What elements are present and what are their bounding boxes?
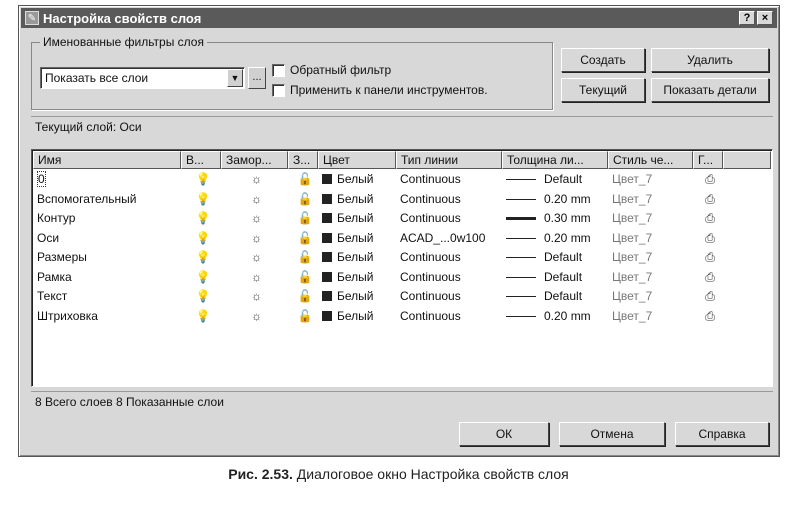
- color-swatch: [322, 291, 332, 301]
- color-swatch: [322, 194, 332, 204]
- color-swatch: [322, 311, 332, 321]
- lineweight-cell[interactable]: Default: [502, 170, 608, 189]
- printer-icon: ⎙: [705, 308, 715, 323]
- linetype-cell[interactable]: Continuous: [400, 250, 461, 264]
- header-name[interactable]: Имя: [33, 151, 181, 169]
- plotstyle-cell: Цвет_7: [612, 250, 653, 264]
- title-bar[interactable]: [21, 8, 777, 28]
- lightbulb-icon: 💡: [195, 289, 211, 303]
- on-toggle[interactable]: [181, 307, 221, 326]
- filter-browse-button[interactable]: ...: [248, 67, 266, 89]
- layers-table[interactable]: [31, 149, 773, 387]
- lightbulb-icon: 💡: [195, 230, 211, 245]
- plotstyle-cell: Цвет_7: [612, 230, 653, 245]
- current-button[interactable]: Текущий: [561, 78, 645, 102]
- layer-name[interactable]: Рамка: [37, 269, 72, 284]
- sun-icon: ☼: [251, 250, 262, 264]
- plot-toggle[interactable]: [693, 287, 723, 306]
- cancel-button[interactable]: Отмена: [559, 422, 665, 446]
- printer-icon: ⎙: [705, 211, 715, 225]
- plotstyle-cell: Цвет_7: [612, 211, 653, 225]
- color-cell[interactable]: Белый: [318, 287, 396, 306]
- color-swatch: [322, 252, 332, 262]
- on-toggle[interactable]: [181, 268, 221, 287]
- unlock-icon: 🔓: [297, 308, 313, 323]
- unlock-icon: 🔓: [297, 230, 313, 245]
- color-swatch: [322, 233, 332, 243]
- on-toggle[interactable]: [181, 209, 221, 228]
- lineweight-cell[interactable]: 0.20 mm: [502, 307, 608, 326]
- layer-name[interactable]: 0: [38, 172, 45, 186]
- table-row[interactable]: [33, 287, 771, 306]
- freeze-toggle[interactable]: [221, 170, 288, 189]
- header-plot[interactable]: Г...: [693, 151, 723, 169]
- color-cell[interactable]: Белый: [318, 248, 396, 267]
- on-toggle[interactable]: [181, 248, 221, 267]
- color-cell[interactable]: Белый: [318, 268, 396, 287]
- header-lineweight[interactable]: Толщина ли...: [502, 151, 608, 169]
- table-header: [33, 151, 771, 169]
- linetype-cell[interactable]: Continuous: [400, 172, 461, 186]
- sun-icon: ☼: [251, 172, 262, 186]
- plot-toggle[interactable]: [693, 248, 723, 267]
- color-cell[interactable]: Белый: [318, 170, 396, 189]
- lineweight-sample: [506, 217, 536, 220]
- sun-icon: ☼: [251, 308, 262, 323]
- color-swatch: [322, 272, 332, 282]
- lightbulb-icon: 💡: [195, 269, 211, 284]
- lineweight-cell[interactable]: 0.20 mm: [502, 229, 608, 248]
- layer-name[interactable]: Оси: [37, 230, 60, 245]
- lock-toggle[interactable]: [288, 287, 318, 306]
- printer-icon: ⎙: [705, 250, 715, 264]
- header-freeze[interactable]: Замор...: [221, 151, 288, 169]
- freeze-toggle[interactable]: [221, 268, 288, 287]
- lock-toggle[interactable]: [288, 268, 318, 287]
- apply-toolbar-checkbox[interactable]: [272, 84, 285, 97]
- delete-button[interactable]: Удалить: [651, 48, 769, 72]
- linetype-cell[interactable]: Continuous: [400, 191, 461, 206]
- show-details-button[interactable]: Показать детали: [651, 78, 769, 102]
- lineweight-cell[interactable]: Default: [502, 248, 608, 267]
- unlock-icon: 🔓: [297, 269, 313, 284]
- sun-icon: ☼: [251, 269, 262, 284]
- status-bar: 8 Всего слоев 8 Показанные слои: [31, 391, 773, 411]
- window-title: Настройка свойств слоя: [43, 10, 202, 26]
- plot-toggle[interactable]: [693, 170, 723, 189]
- freeze-toggle[interactable]: [221, 248, 288, 267]
- named-filters-group: [31, 35, 553, 110]
- printer-icon: ⎙: [705, 172, 715, 186]
- linetype-cell[interactable]: Continuous: [400, 211, 461, 225]
- layer-name[interactable]: Вспомогательный: [37, 191, 137, 206]
- color-cell[interactable]: Белый: [318, 209, 396, 228]
- table-row[interactable]: [33, 170, 771, 189]
- sun-icon: ☼: [251, 211, 262, 225]
- filter-select-value: Показать все слои: [45, 71, 149, 85]
- chevron-down-icon[interactable]: ▼: [227, 69, 243, 87]
- header-plotstyle[interactable]: Стиль че...: [608, 151, 693, 169]
- color-swatch: [322, 213, 332, 223]
- lock-toggle[interactable]: [288, 229, 318, 248]
- linetype-cell[interactable]: ACAD_...0w100: [400, 230, 486, 245]
- lineweight-cell[interactable]: Default: [502, 268, 608, 287]
- caption-label: Рис. 2.53.: [228, 466, 293, 482]
- layer-properties-dialog: [18, 5, 780, 457]
- current-layer-text: Текущий слой: Оси: [31, 116, 773, 136]
- color-cell[interactable]: Белый: [318, 190, 396, 209]
- unlock-icon: 🔓: [297, 211, 313, 225]
- on-toggle[interactable]: [181, 170, 221, 189]
- lock-toggle[interactable]: [288, 307, 318, 326]
- invert-filter-checkbox[interactable]: [272, 64, 285, 77]
- printer-icon: ⎙: [705, 269, 715, 284]
- linetype-cell[interactable]: Continuous: [400, 269, 461, 284]
- sun-icon: ☼: [251, 191, 262, 206]
- table-row[interactable]: [33, 190, 771, 209]
- lightbulb-icon: 💡: [195, 191, 211, 206]
- linetype-cell[interactable]: Continuous: [400, 289, 461, 303]
- caption-text: Диалоговое окно Настройка свойств слоя: [292, 466, 569, 482]
- plot-toggle[interactable]: [693, 209, 723, 228]
- lineweight-sample: [506, 238, 536, 239]
- freeze-toggle[interactable]: [221, 287, 288, 306]
- lightbulb-icon: 💡: [195, 211, 211, 225]
- plot-toggle[interactable]: [693, 268, 723, 287]
- sun-icon: ☼: [251, 289, 262, 303]
- lightbulb-icon: 💡: [195, 308, 211, 323]
- help-button[interactable]: Справка: [675, 422, 769, 446]
- header-color[interactable]: Цвет: [318, 151, 396, 169]
- plotstyle-cell: Цвет_7: [612, 172, 653, 186]
- table-row[interactable]: [33, 229, 771, 248]
- lineweight-sample: [506, 316, 536, 317]
- lineweight-sample: [506, 277, 536, 278]
- color-swatch: [322, 174, 332, 184]
- on-toggle[interactable]: [181, 287, 221, 306]
- lock-toggle[interactable]: [288, 209, 318, 228]
- sun-icon: ☼: [251, 230, 262, 245]
- figure-caption: [0, 466, 797, 482]
- freeze-toggle[interactable]: [221, 209, 288, 228]
- lineweight-cell[interactable]: 0.20 mm: [502, 190, 608, 209]
- help-titlebar-button[interactable]: ?: [739, 11, 755, 25]
- on-toggle[interactable]: [181, 229, 221, 248]
- plotstyle-cell: Цвет_7: [612, 269, 653, 284]
- plot-toggle[interactable]: [693, 307, 723, 326]
- plotstyle-cell: Цвет_7: [612, 308, 653, 323]
- plotstyle-cell: Цвет_7: [612, 289, 653, 303]
- unlock-icon: 🔓: [297, 250, 313, 264]
- ok-button[interactable]: ОК: [459, 422, 549, 446]
- color-cell[interactable]: Белый: [318, 229, 396, 248]
- header-filler: [723, 151, 771, 169]
- named-filters-legend: Именованные фильтры слоя: [40, 35, 207, 49]
- freeze-toggle[interactable]: [221, 229, 288, 248]
- header-on[interactable]: В...: [181, 151, 221, 169]
- unlock-icon: 🔓: [297, 172, 313, 186]
- plotstyle-cell: Цвет_7: [612, 191, 653, 206]
- layer-name[interactable]: Контур: [37, 211, 76, 225]
- create-button[interactable]: Создать: [561, 48, 645, 72]
- table-row[interactable]: [33, 307, 771, 326]
- lineweight-cell[interactable]: Default: [502, 287, 608, 306]
- filter-select[interactable]: [40, 67, 245, 89]
- printer-icon: ⎙: [705, 289, 715, 303]
- close-button[interactable]: ×: [757, 11, 773, 25]
- lightbulb-icon: 💡: [195, 172, 211, 186]
- lock-toggle[interactable]: [288, 170, 318, 189]
- app-icon: ✎: [25, 11, 39, 25]
- lineweight-sample: [506, 257, 536, 258]
- lineweight-cell[interactable]: 0.30 mm: [502, 209, 608, 228]
- layer-name[interactable]: Штриховка: [37, 308, 98, 323]
- lineweight-sample: [506, 199, 536, 200]
- lineweight-sample: [506, 179, 536, 180]
- freeze-toggle[interactable]: [221, 190, 288, 209]
- apply-toolbar-label: Применить к панели инструментов.: [290, 83, 488, 97]
- invert-filter-label: Обратный фильтр: [290, 63, 392, 77]
- unlock-icon: 🔓: [297, 289, 313, 303]
- table-row[interactable]: [33, 248, 771, 267]
- apply-toolbar-option[interactable]: [272, 83, 488, 97]
- table-row[interactable]: [33, 209, 771, 228]
- lightbulb-icon: 💡: [195, 250, 211, 264]
- header-linetype[interactable]: Тип линии: [396, 151, 502, 169]
- invert-filter-option[interactable]: [272, 63, 391, 77]
- lineweight-sample: [506, 296, 536, 297]
- printer-icon: ⎙: [705, 191, 715, 206]
- lock-toggle[interactable]: [288, 248, 318, 267]
- layer-name[interactable]: Текст: [37, 289, 68, 303]
- plot-toggle[interactable]: [693, 190, 723, 209]
- linetype-cell[interactable]: Continuous: [400, 308, 461, 323]
- plot-toggle[interactable]: [693, 229, 723, 248]
- unlock-icon: 🔓: [297, 191, 313, 206]
- freeze-toggle[interactable]: [221, 307, 288, 326]
- printer-icon: ⎙: [705, 230, 715, 245]
- layer-name[interactable]: Размеры: [37, 250, 87, 264]
- table-row[interactable]: [33, 268, 771, 287]
- header-lock[interactable]: З...: [288, 151, 318, 169]
- lock-toggle[interactable]: [288, 190, 318, 209]
- color-cell[interactable]: Белый: [318, 307, 396, 326]
- on-toggle[interactable]: [181, 190, 221, 209]
